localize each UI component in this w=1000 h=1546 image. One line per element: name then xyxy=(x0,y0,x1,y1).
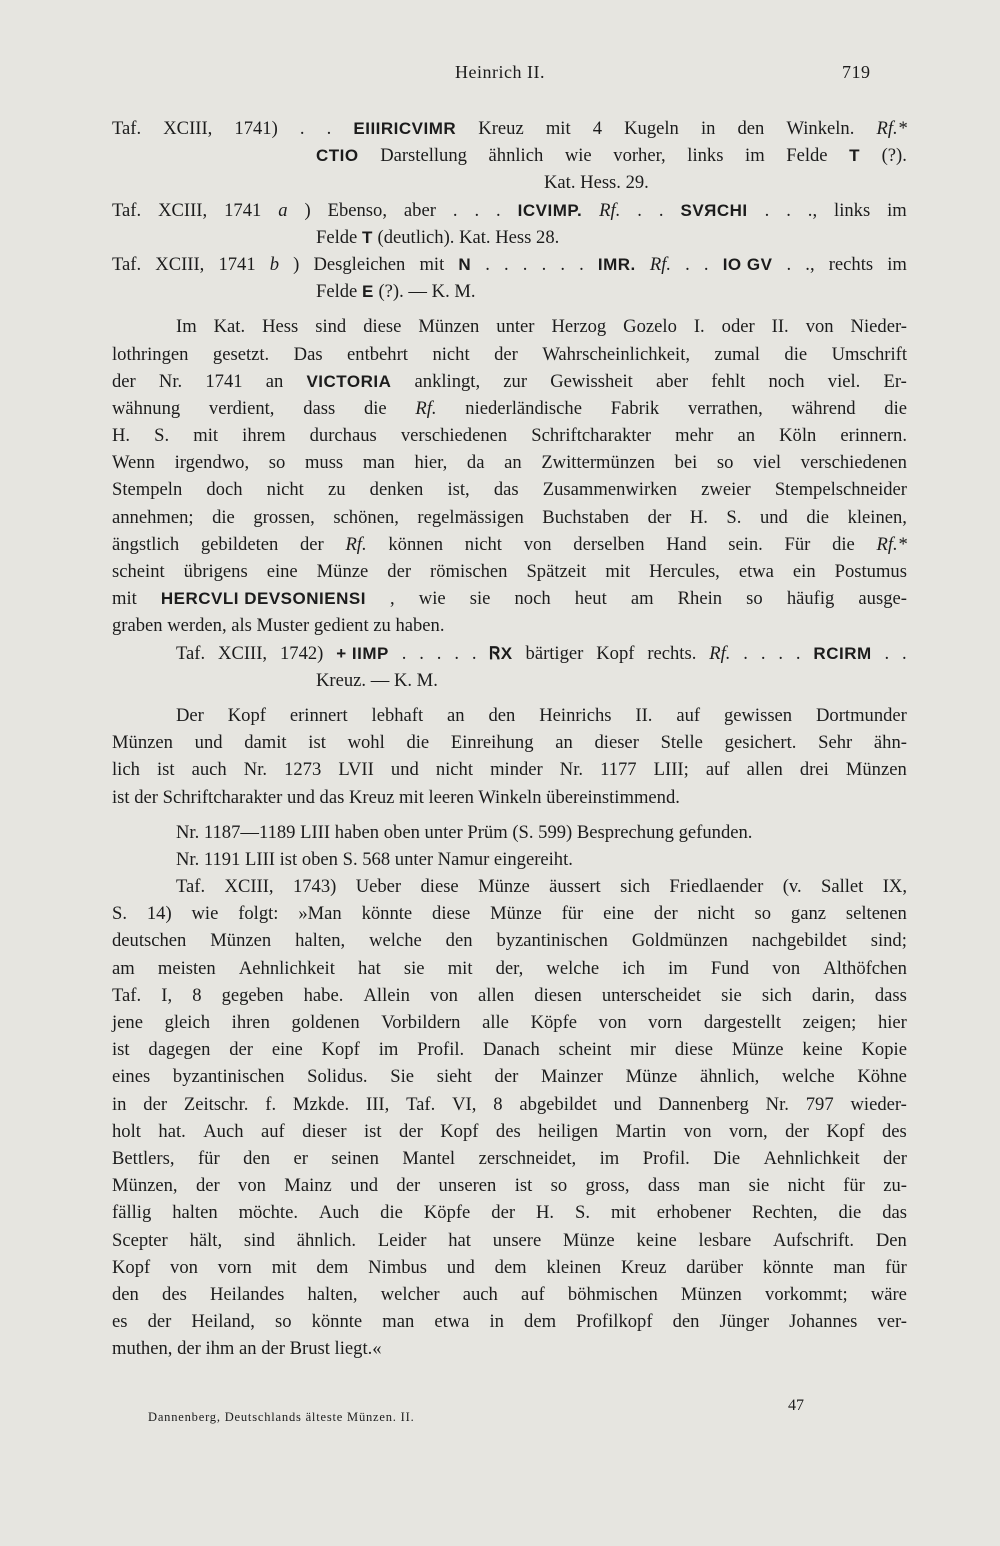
paragraph-line: lich ist auch Nr. 1273 LVII und nicht minder Nr. 1177 LIII; auf allen drei Münzen xyxy=(112,759,907,781)
paragraph-line: annehmen; die grossen, schönen, regelmässigen Buchstaben der H. S. und die kleinen, xyxy=(112,506,907,528)
signature-mark: 47 xyxy=(788,1397,804,1414)
paragraph-line: es der Heiland, so könnte man etwa in dem Profilkopf den Jünger Johannes ver- xyxy=(112,1311,907,1333)
paragraph-line: jene gleich ihren goldenen Vorbildern alle Köpfe von vorn dargestellt zeigen; hier xyxy=(112,1012,907,1033)
paragraph-line: in der Zeitschr. f. Mzkde. III, Taf. VI, 8 abgebildet und Dannenberg Nr. 797 wieder- xyxy=(112,1093,907,1115)
paragraph-line: Münzen und damit ist wohl die Einreihung an dieser Stelle gesichert. Sehr ähn- xyxy=(112,732,907,754)
paragraph-line: S. 14) wie folgt: »Man könnte diese Münze für eine der nicht so ganz seltenen xyxy=(112,903,907,925)
entry-1743-line-1: Taf. XCIII, 1743) Ueber diese Münze äussert sich Friedlaender (v. Sallet IX, xyxy=(176,876,907,898)
entry-1741b-line-2: Felde E (?). — K. M. xyxy=(316,281,476,303)
paragraph-line: den des Heilandes halten, welcher auch auf böhmischen Münzen vorkommt; wäre xyxy=(112,1283,907,1305)
paragraph-line: Nr. 1191 LIII ist oben S. 568 unter Namur eingereiht. xyxy=(176,848,573,870)
paragraph-line: deutschen Münzen halten, welche den byzantinischen Goldmünzen nachgebildet sind; xyxy=(112,930,907,952)
paragraph-line: Der Kopf erinnert lebhaft an den Heinrichs II. auf gewissen Dortmunder xyxy=(176,704,907,726)
paragraph-line: ängstlich gebildeten der Rf. können nicht von derselben Hand sein. Für die Rf.* xyxy=(112,533,907,555)
entry-1741a-line-1: Taf. XCIII, 1741 a ) Ebenso, aber . . . ICVIMP. Rf. . . SVЯCHI . . ., links im xyxy=(112,199,907,221)
paragraph-line: Nr. 1187—1189 LIII haben oben unter Prüm (S. 599) Besprechung gefunden. xyxy=(176,821,753,843)
paragraph-line: Münzen, der von Mainz und der unseren ist so gross, dass man sie nicht für zu- xyxy=(112,1175,907,1197)
paragraph-line: holt hat. Auch auf dieser ist der Kopf des heiligen Martin von vorn, der Kopf des xyxy=(112,1120,907,1142)
paragraph-line: Scepter hält, sind ähnlich. Leider hat unsere Münze keine lesbare Aufschrift. Den xyxy=(112,1229,907,1251)
paragraph-line: am meisten Aehnlichkeit hat sie mit der, welche ich im Fund von Althöfchen xyxy=(112,957,907,979)
paragraph-line: eines byzantinischen Solidus. Sie sieht der Mainzer Münze ähnlich, welche Köhne xyxy=(112,1066,907,1088)
paragraph-line: ist der Schriftcharakter und das Kreuz mit leeren Winkeln übereinstimmend. xyxy=(112,786,680,808)
paragraph-line: H. S. mit ihrem durchaus verschiedenen Schriftcharakter mehr an Köln erinnern. xyxy=(112,425,907,447)
paragraph-line: mit HERCVLI DEVSONIENSI , wie sie noch heut am Rhein so häufig ausge- xyxy=(112,588,907,610)
running-head: Heinrich II. xyxy=(455,62,545,82)
entry-1742-line-1: Taf. XCIII, 1742) + IIMP . . . . . ᏒX bärtiger Kopf rechts. Rf. . . . . RCIRM . . xyxy=(176,642,907,664)
paragraph-line: wähnung verdient, dass die Rf. niederländische Fabrik verrathen, während die xyxy=(112,397,907,419)
entry-1741b-line-1: Taf. XCIII, 1741 b ) Desgleichen mit N . . . . . . IMR. Rf. . . IO GV . ., rechts im xyxy=(112,253,907,275)
entry-1741-line-2: CTIO Darstellung ähnlich wie vorher, links im Felde T (?). xyxy=(316,145,907,167)
entry-1742-line-2: Kreuz. — K. M. xyxy=(316,669,438,691)
paragraph-line: muthen, der ihm an der Brust liegt.« xyxy=(112,1338,382,1360)
entry-1741-line-1: Taf. XCIII, 1741) . . EIIIRICVIMR Kreuz mit 4 Kugeln in den Winkeln. Rf.* xyxy=(112,118,907,139)
entry-1741-catalog: Kat. Hess. 29. xyxy=(544,172,649,194)
entry-1741a-line-2: Felde T (deutlich). Kat. Hess 28. xyxy=(316,226,560,248)
paragraph-line: Wenn irgendwo, so muss man hier, da an Zwittermünzen bei so viel verschiedenen xyxy=(112,452,907,474)
paragraph-line: der Nr. 1741 an VICTORIA anklingt, zur Gewissheit aber fehlt noch viel. Er- xyxy=(112,370,907,392)
paragraph-line: Bettlers, für den er seinen Mantel zerschneidet, im Profil. Die Aehnlichkeit der xyxy=(112,1147,907,1169)
paragraph-line: Stempeln doch nicht zu denken ist, das Zusammenwirken zweier Stempelschneider xyxy=(112,479,907,501)
body-text xyxy=(112,115,907,1362)
paragraph-line: Im Kat. Hess sind diese Münzen unter Herzog Gozelo I. oder II. von Nieder- xyxy=(176,316,907,338)
page-number: 719 xyxy=(842,62,871,82)
paragraph-line: scheint übrigens eine Münze der römischen Spätzeit mit Hercules, etwa ein Postumus xyxy=(112,561,907,582)
footer-imprint: Dannenberg, Deutschlands älteste Münzen. II. xyxy=(148,1410,415,1424)
paragraph-line: fällig halten möchte. Auch die Köpfe der H. S. mit erhobener Rechten, die das xyxy=(112,1202,907,1224)
paragraph-line: Kopf von vorn mit dem Nimbus und dem kleinen Kreuz darüber könnte man für xyxy=(112,1256,907,1278)
paragraph-line: ist dagegen der eine Kopf im Profil. Danach scheint mir diese Münze keine Kopie xyxy=(112,1039,907,1061)
paragraph-line: Taf. I, 8 gegeben habe. Allein von allen diesen unterscheidet sie sich darin, dass xyxy=(112,984,907,1006)
paragraph-line: lothringen gesetzt. Das entbehrt nicht der Wahrscheinlichkeit, zumal die Umschrift xyxy=(112,343,907,365)
paragraph-line: graben werden, als Muster gedient zu haben. xyxy=(112,615,445,637)
